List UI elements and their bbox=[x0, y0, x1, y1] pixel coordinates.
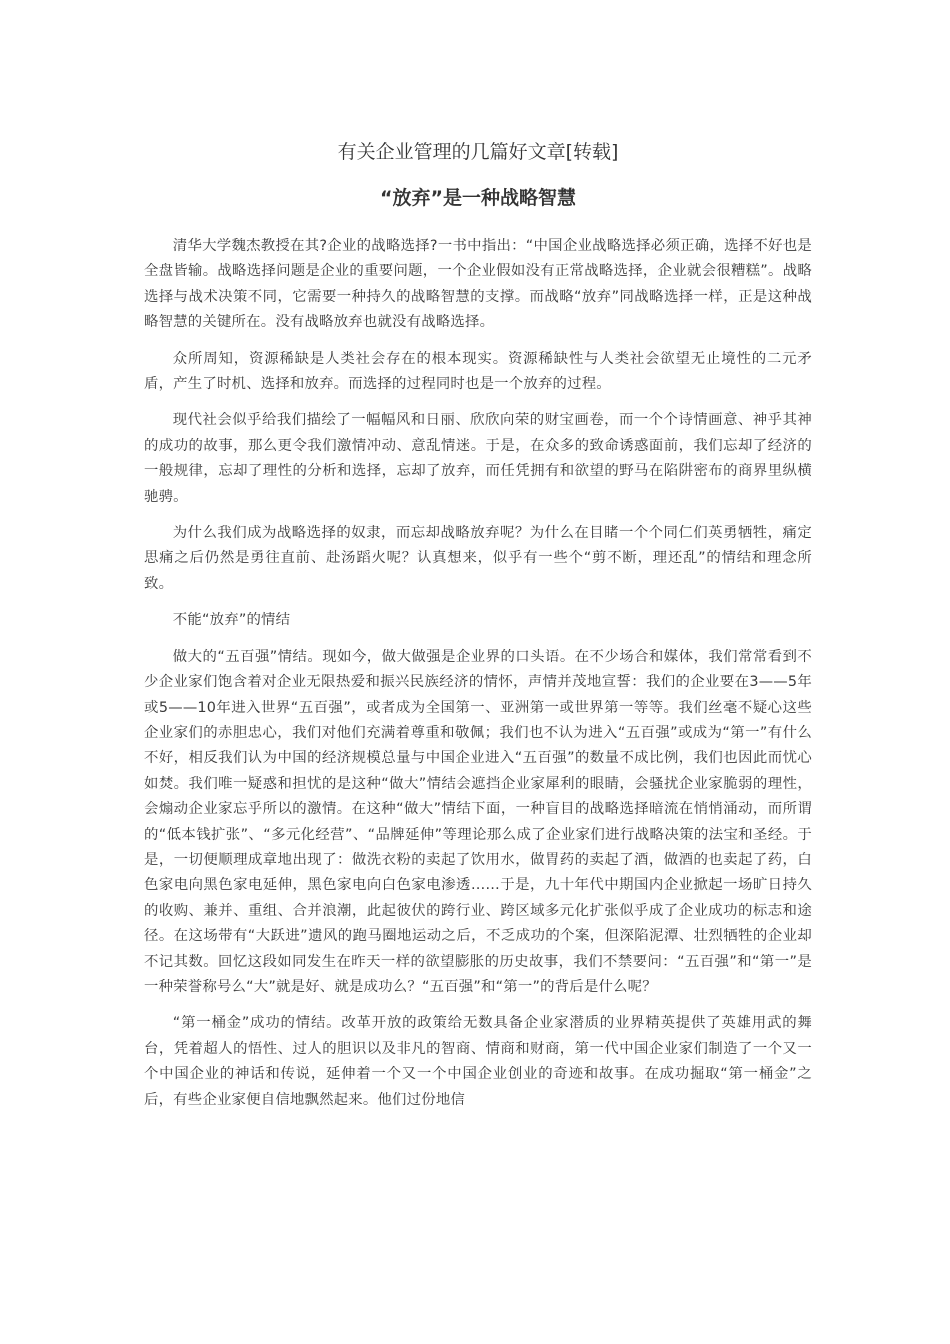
paragraph: 清华大学魏杰教授在其?企业的战略选择?一书中指出：“中国企业战略选择必须正确，选择不好也是全盘皆输。战略选择问题是企业的重要问题，一个企业假如没有正常战略选择，企业就会很糟糕”。战略选择与战术决策不同，它需要一种持久的战略智慧的支撑。而战略“放弃”同战略选择一样，正是这种战略智慧的关键所在。没有战略放弃也就没有战略选择。 bbox=[144, 238, 812, 331]
article-title: “放弃”是一种战略智慧 bbox=[380, 187, 576, 209]
paragraph: 做大的“五百强”情结。现如今，做大做强是企业界的口头语。在不少场合和媒体，我们常常看到不少企业家们饱含着对企业无限热爱和振兴民族经济的情怀，声情并茂地宣誓：我们的企业要在3——5年或5——10年进入世界“五百强”，或者成为全国第一、亚洲第一或世界第一等等。我们丝毫不疑心这些企业家们的赤胆忠心，我们对他们充满着尊重和敬佩；我们也不认为进入“五百强”或成为“第一”有什么不好，相反我们认为中国的经济规模总量与中国企业进入“五百强”的数量不成比例，我们也因此而忧心如焚。我们唯一疑惑和担忧的是这种“做大”情结会遮挡企业家犀利的眼睛，会骚扰企业家脆弱的理性，会煽动企业家忘乎所以的激情。在这种“做大”情结下面，一种盲目的战略选择暗流在悄悄涌动，而所谓的“低本钱扩张”、“多元化经营”、“品牌延伸”等理论那么成了企业家们进行战略决策的法宝和圣经。于是，一切便顺理成章地出现了：做洗衣粉的卖起了饮用水，做胃药的卖起了酒，做酒的也卖起了药，白色家电向黑色家电延伸，黑色家电向白色家电渗透……于是，九十年代中期国内企业掀起一场旷日持久的收购、兼并、重组、合并浪潮，此起彼伏的跨行业、跨区域多元化扩张似乎成了企业成功的标志和途径。在这场带有“大跃进”遗风的跑马圈地运动之后，不乏成功的个案，但深陷泥潭、壮烈牺牲的企业却不记其数。回忆这段如同发生在昨天一样的欲望膨胀的历史故事，我们不禁要问：“五百强”和“第一”是一种荣誉称号么“大”就是好、就是成功么？“五百强”和“第一”的背后是什么呢？ bbox=[144, 648, 812, 995]
paragraph: “第一桶金”成功的情结。改革开放的政策给无数具备企业家潜质的业界精英提供了英雄用武的舞台，凭着超人的悟性、过人的胆识以及非凡的智商、情商和财商，第一代中国企业家们制造了一个又一个中国企业的神话和传说，延伸着一个又一个中国企业创业的奇迹和故事。在成功掘取“第一桶金”之后，有些企业家便自信地飘然起来。他们过份地信 bbox=[144, 1015, 812, 1108]
section-heading: 不能“放弃”的情结 bbox=[172, 612, 291, 629]
paragraph: 现代社会似乎给我们描绘了一幅幅风和日丽、欣欣向荣的财宝画卷，而一个个诗情画意、神乎其神的成功的故事，那么更令我们激情冲动、意乱情迷。于是，在众多的致命诱惑面前，我们忘却了经济的一般规律，忘却了理性的分析和选择，忘却了放弃，而任凭拥有和欲望的野马在陷阱密布的商界里纵横驰骋。 bbox=[144, 412, 812, 505]
document-title: 有关企业管理的几篇好文章[转载] bbox=[337, 141, 619, 163]
paragraph: 众所周知，资源稀缺是人类社会存在的根本现实。资源稀缺性与人类社会欲望无止境性的二元矛盾，产生了时机、选择和放弃。而选择的过程同时也是一个放弃的过程。 bbox=[144, 350, 812, 393]
paragraph: 为什么我们成为战略选择的奴隶，而忘却战略放弃呢？为什么在目睹一个个同仁们英勇牺牲，痛定思痛之后仍然是勇往直前、赴汤蹈火呢？认真想来，似乎有一些个“剪不断，理还乱”的情结和理念所致。 bbox=[144, 525, 812, 592]
document-page bbox=[144, 138, 812, 1124]
